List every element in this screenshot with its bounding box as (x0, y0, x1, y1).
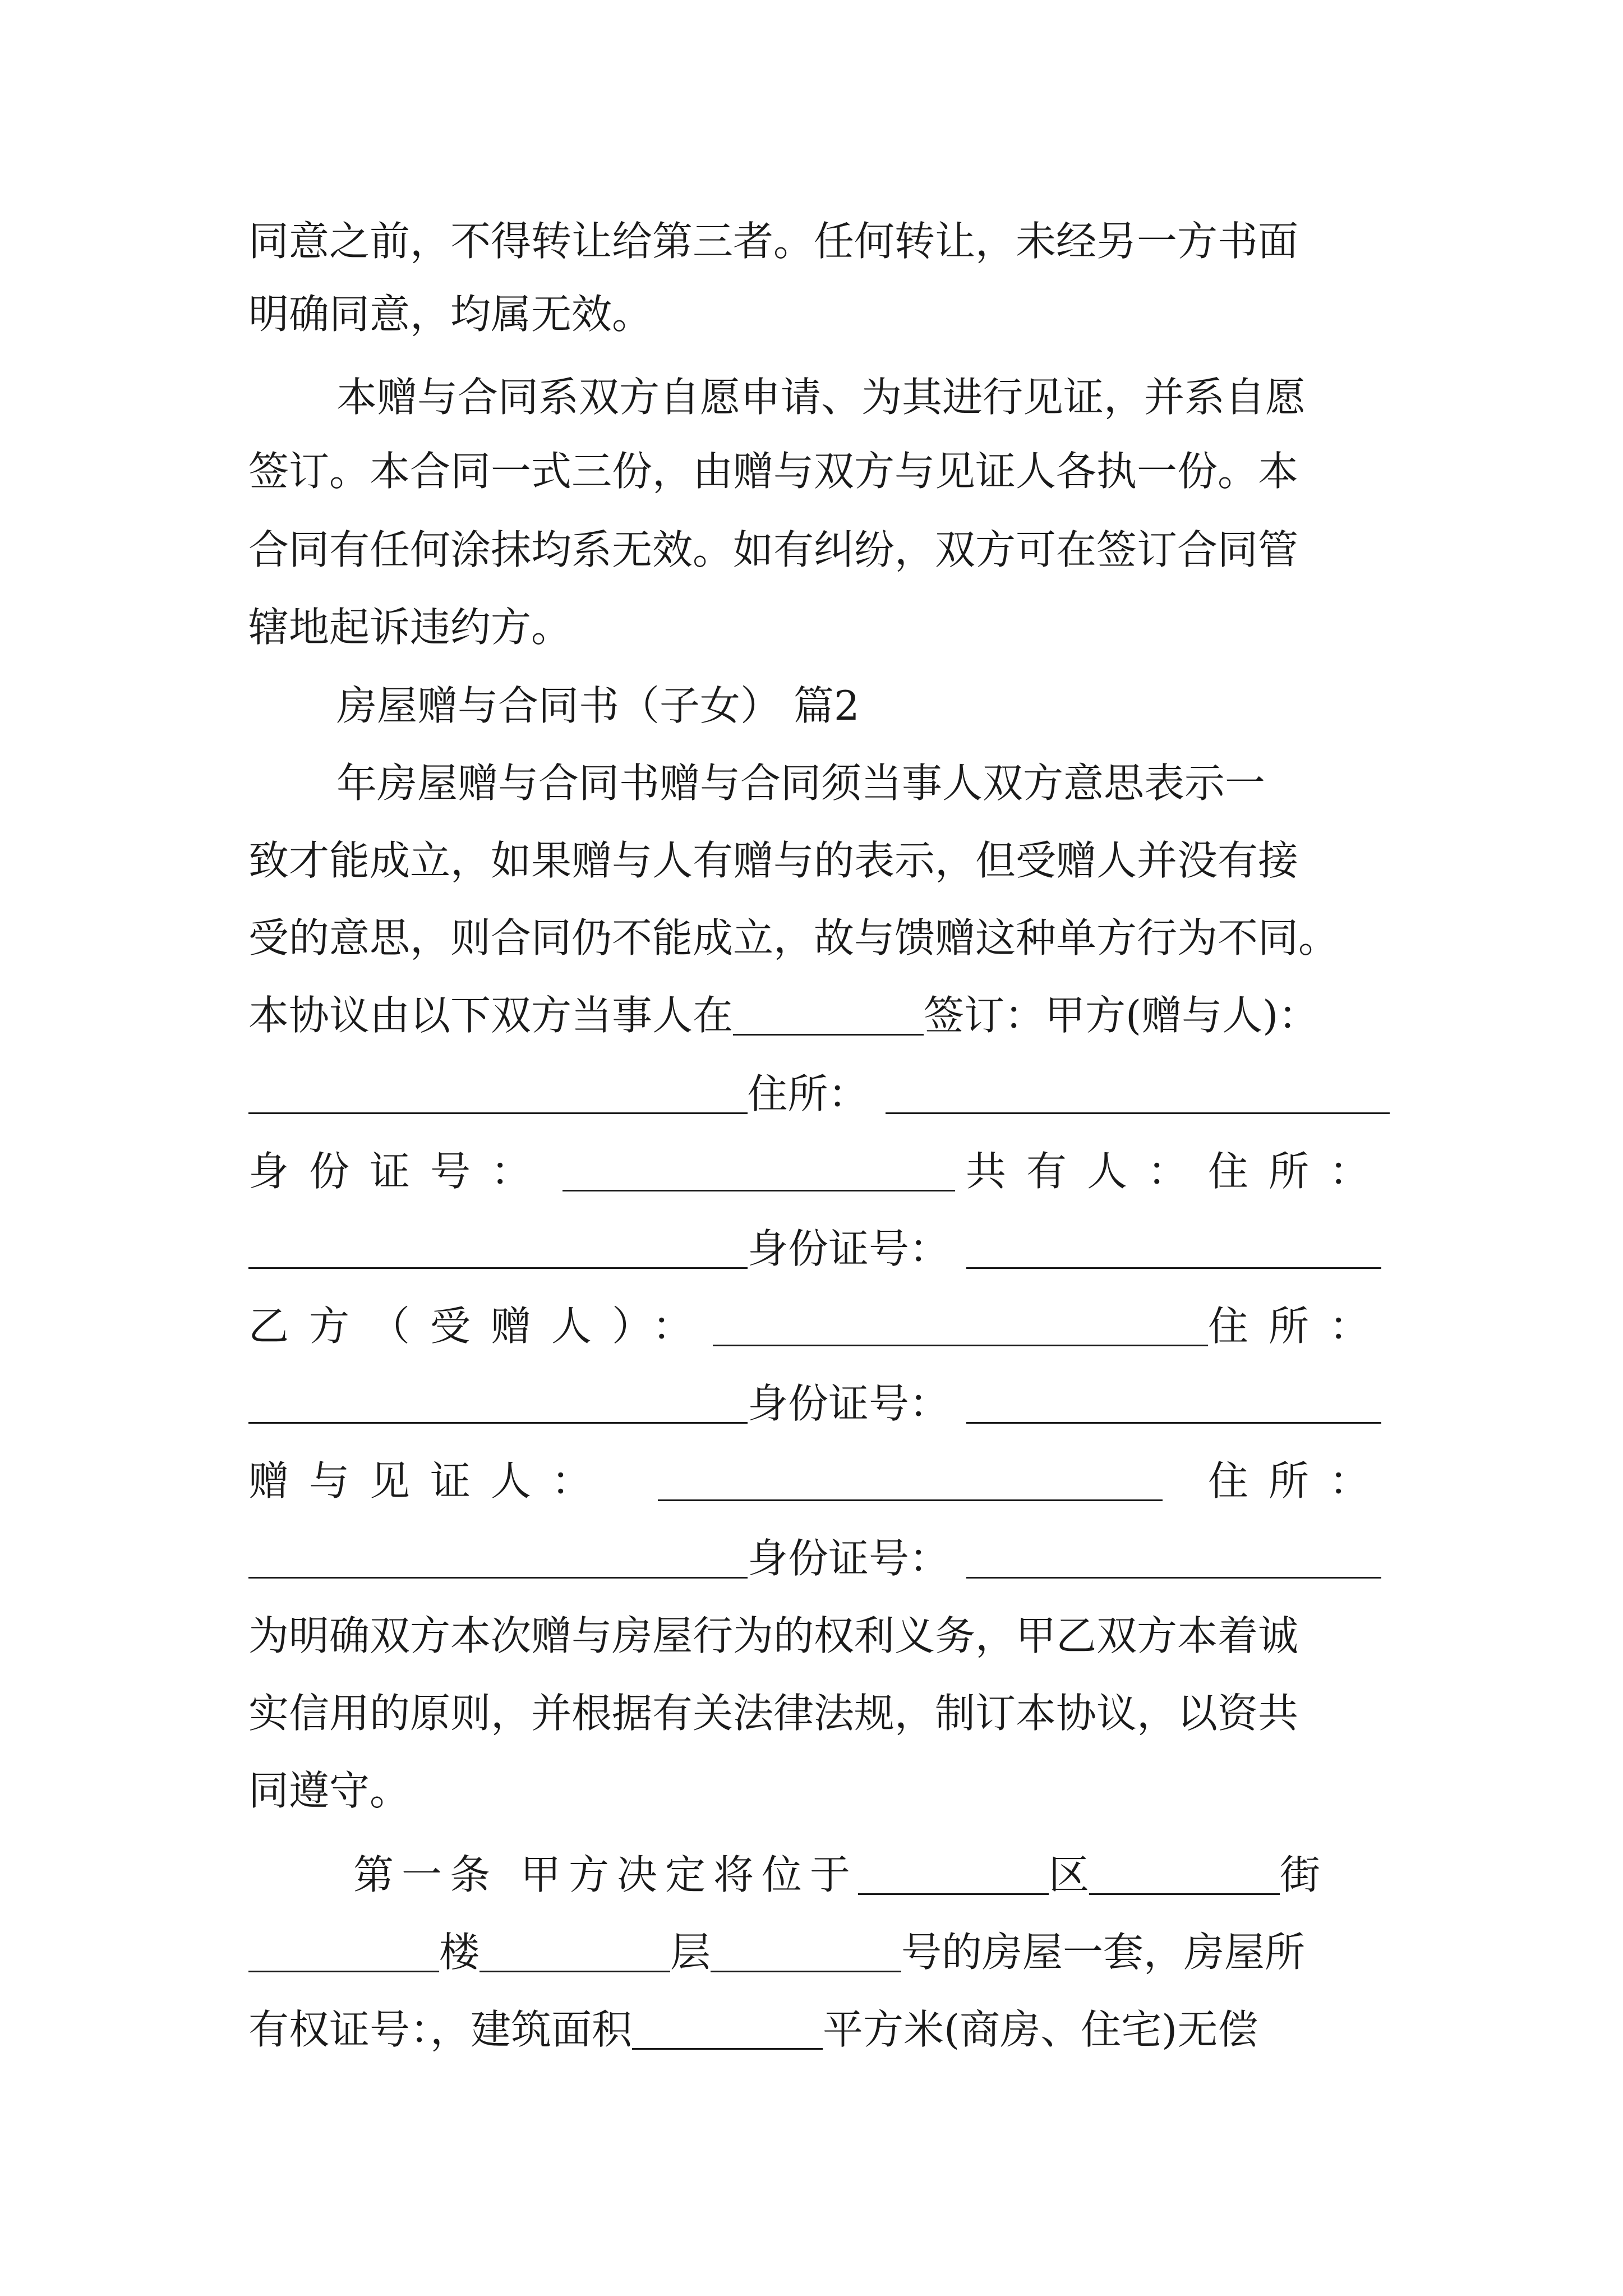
paragraph-line: 合同有任何涂抹均系无效。如有纠纷，双方可在签订合同管 (248, 526, 1299, 573)
room-number-blank[interactable] (711, 1971, 901, 1972)
paragraph-line: 辖地起诉违约方。 (248, 604, 572, 651)
party-a-address-blank[interactable] (886, 1112, 1390, 1114)
intro-text: 签订：甲方(赠与人)： (924, 992, 1319, 1039)
form-row-party-b-id (248, 1370, 1390, 1437)
party-b-address-blank[interactable] (248, 1422, 748, 1424)
paragraph-line: 本赠与合同系双方自愿申请、为其进行见证，并系自愿 (336, 374, 1306, 421)
form-row-party-a (248, 1060, 1390, 1128)
address-label: 住所： (747, 1070, 869, 1117)
co-owner-address-blank[interactable] (248, 1267, 748, 1269)
witness-address-blank[interactable] (248, 1577, 748, 1579)
form-row-witness (248, 1447, 1390, 1515)
co-owner-id-blank[interactable] (966, 1267, 1381, 1269)
party-b-id-blank[interactable] (966, 1422, 1381, 1424)
article-text: 甲方决定将位于 (520, 1851, 859, 1898)
paragraph-line: 明确同意，均属无效。 (248, 291, 653, 338)
id-label: 身份证号： (748, 1225, 950, 1272)
witness-label: 赠与见证人： (248, 1457, 612, 1504)
article-number: 第一条 (353, 1851, 499, 1898)
floor-blank[interactable] (479, 1971, 670, 1972)
section-heading: 房屋赠与合同书（子女） 篇2 (336, 682, 860, 729)
id-label: 身份证号： (248, 1148, 552, 1195)
district-label: 区 (1049, 1851, 1090, 1898)
witness-name-blank[interactable] (658, 1499, 1163, 1501)
paragraph-line: 同意之前，不得转让给第三者。任何转让，未经另一方书面 (248, 218, 1299, 265)
paragraph-line: 致才能成立，如果赠与人有赠与的表示，但受赠人并没有接 (248, 837, 1299, 884)
intro-text: 本协议由以下双方当事人在 (248, 992, 734, 1039)
street-label: 街 (1280, 1851, 1321, 1898)
party-a-id-blank[interactable] (562, 1190, 955, 1191)
area-blank[interactable] (632, 2048, 823, 2050)
party-a-name-blank[interactable] (248, 1112, 748, 1114)
article1-line3 (248, 1996, 1390, 2063)
paragraph-line: 实信用的原则，并根据有关法律法规，制订本协议，以资共 (248, 1690, 1299, 1737)
form-row-co-owner-id (248, 1215, 1390, 1282)
address-label: 住所： (1207, 1457, 1390, 1504)
paragraph-line: 年房屋赠与合同书赠与合同须当事人双方意思表示一 (336, 760, 1266, 807)
signing-place-blank[interactable] (733, 1034, 924, 1036)
article1-line2 (248, 1918, 1390, 1986)
form-row-witness-id (248, 1525, 1390, 1592)
id-label: 身份证号： (748, 1535, 950, 1582)
agreement-intro-line (248, 982, 1409, 1049)
certificate-text: 有权证号：，建筑面积 (248, 2006, 633, 2053)
id-label: 身份证号： (748, 1380, 950, 1427)
building-blank[interactable] (248, 1971, 439, 1972)
party-b-name-blank[interactable] (713, 1345, 1208, 1346)
area-text: 平方米(商房、住宅)无偿 (823, 2006, 1258, 2053)
form-row-co-owner (248, 1138, 1390, 1205)
floor-label: 层 (670, 1929, 711, 1976)
address-label: 住所： (1207, 1303, 1390, 1350)
article1-line1 (353, 1841, 1390, 1908)
paragraph-line: 为明确双方本次赠与房屋行为的权利义务，甲乙双方本着诚 (248, 1612, 1299, 1659)
district-blank[interactable] (858, 1893, 1049, 1895)
paragraph-line: 同遵守。 (248, 1767, 411, 1814)
room-number-suffix: 号的房屋一套，房屋所 (901, 1929, 1306, 1976)
paragraph-line: 签订。本合同一式三份，由赠与双方与见证人各执一份。本 (248, 448, 1299, 495)
form-row-party-b (248, 1292, 1390, 1360)
party-b-label: 乙方（受赠人）： (248, 1303, 713, 1350)
witness-id-blank[interactable] (966, 1577, 1381, 1579)
paragraph-line: 受的意思，则合同仍不能成立，故与馈赠这种单方行为不同。 (248, 914, 1339, 961)
building-label: 楼 (439, 1929, 480, 1976)
co-owner-label: 共有人：住所： (965, 1148, 1390, 1195)
street-blank[interactable] (1089, 1893, 1280, 1895)
